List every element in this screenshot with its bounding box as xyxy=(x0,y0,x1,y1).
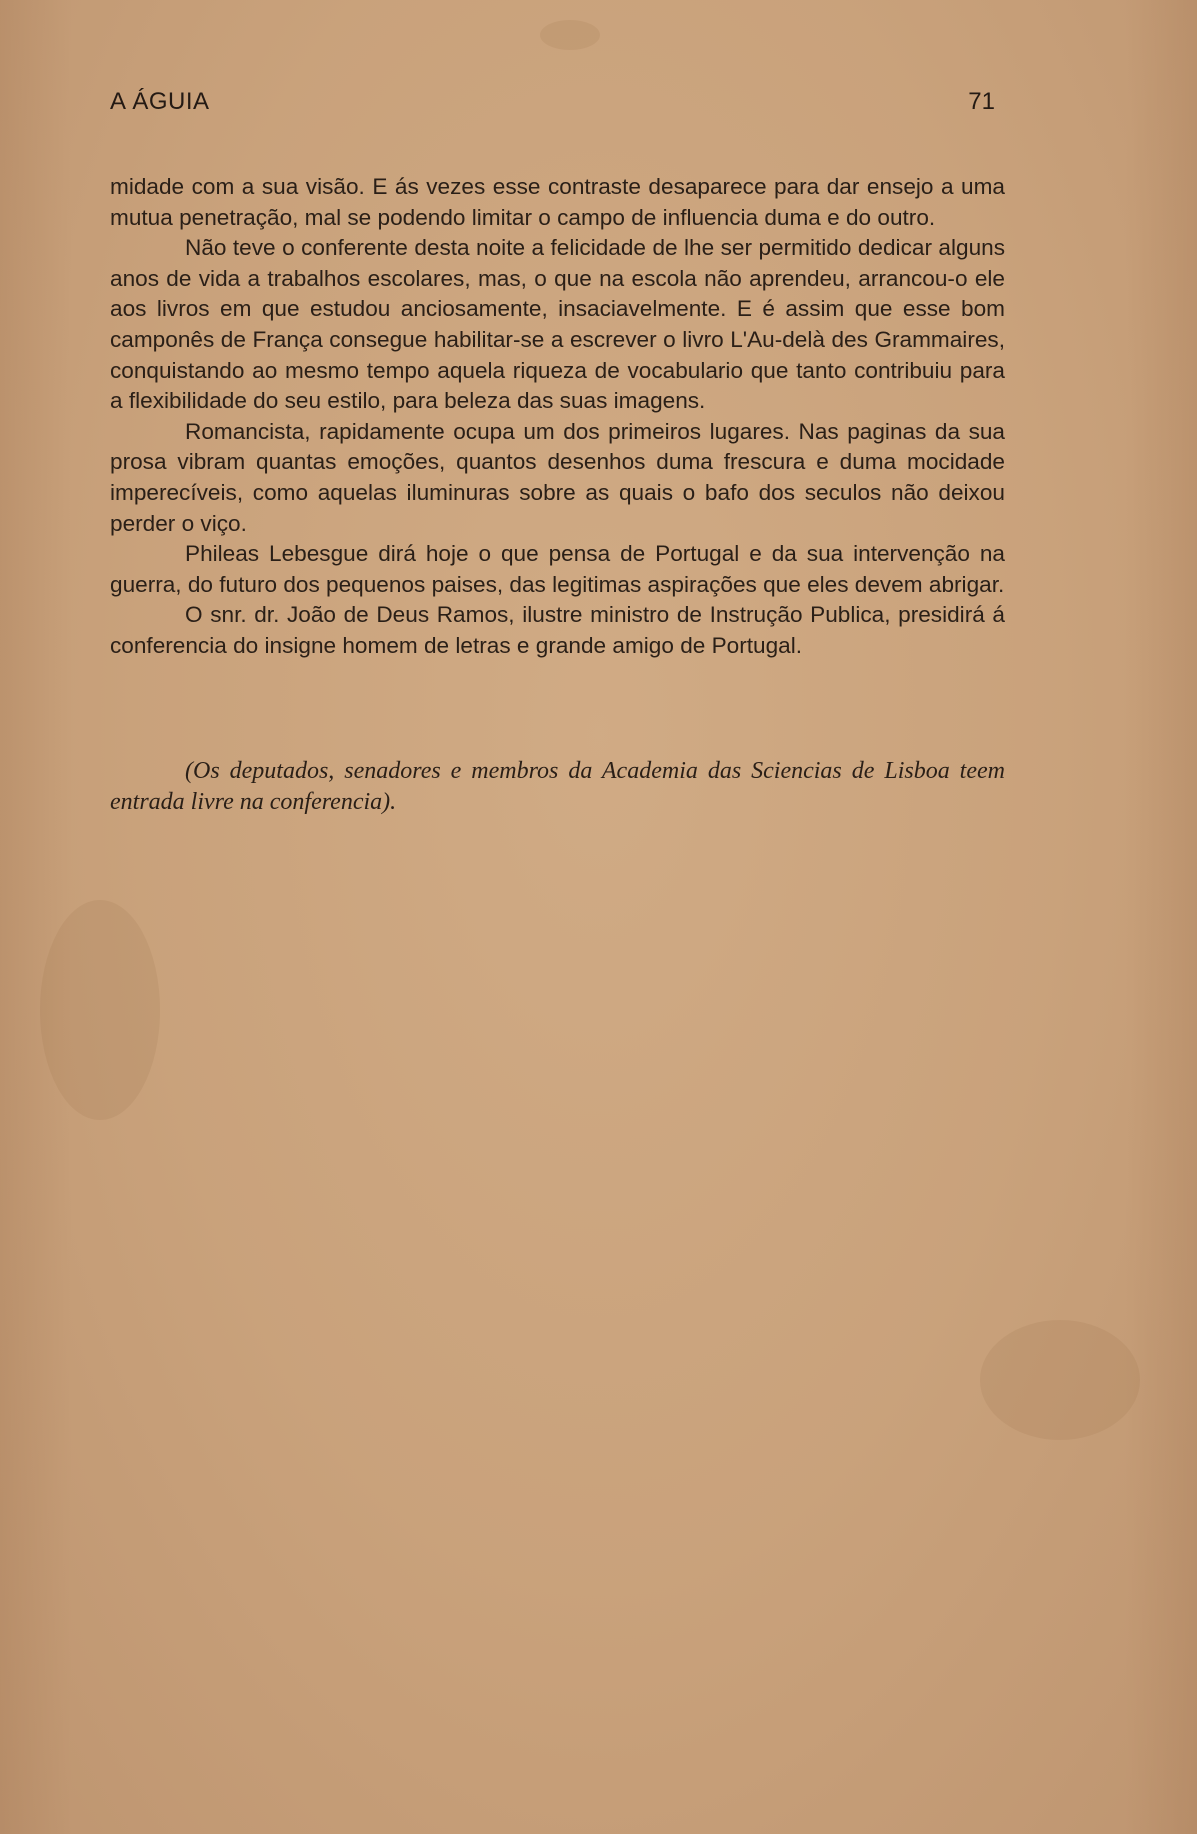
paragraph: midade com a sua visão. E ás vezes esse contraste desaparece para dar ensejo a uma mutua penetração, mal se podendo limitar o campo de influencia duma e do outro. xyxy=(110,174,1005,230)
paragraph: Romancista, rapidamente ocupa um dos primeiros lugares. Nas paginas da sua prosa vibram quantas emoções, quantos desenhos duma frescura e duma mocidade imperecíveis, como aquelas iluminuras sobre as quais o bafo dos seculos não deixou perder o viço. xyxy=(110,418,1005,536)
paragraph: Não teve o conferente desta noite a felicidade de lhe ser permitido dedicar alguns anos de vida a trabalhos escolares, mas, o que na escola não aprendeu, arrancou-o ele aos livros em que estudou anciosamente, insaciavelmente. E é assim que esse bom camponês de França consegue habilitar-se a escrever o livro L'Au-delà des Grammaires, conquistando ao mesmo tempo aquela riqueza de vocabulario que tanto contribuiu para a flexibilidade do seu estilo, para beleza das suas imagens. xyxy=(110,235,1005,414)
paragraph: O snr. dr. João de Deus Ramos, ilustre ministro de Instrução Publica, presidirá á conferencia do insigne homem de letras e grande amigo de Portugal. xyxy=(110,602,1005,658)
page-header xyxy=(110,88,995,128)
paper-stain xyxy=(540,20,600,50)
paper-stain xyxy=(980,1320,1140,1440)
paper-stain xyxy=(40,900,160,1120)
page-number: 71 xyxy=(968,88,995,115)
admission-note: (Os deputados, senadores e membros da Academia das Sciencias de Lisboa teem entrada livre na conferencia). xyxy=(110,758,1005,815)
article-body xyxy=(110,172,1005,662)
paragraph: Phileas Lebesgue dirá hoje o que pensa de Portugal e da sua intervenção na guerra, do futuro dos pequenos paises, das legitimas aspirações que eles devem abrigar. xyxy=(110,541,1005,597)
running-head: A ÁGUIA xyxy=(110,88,210,115)
